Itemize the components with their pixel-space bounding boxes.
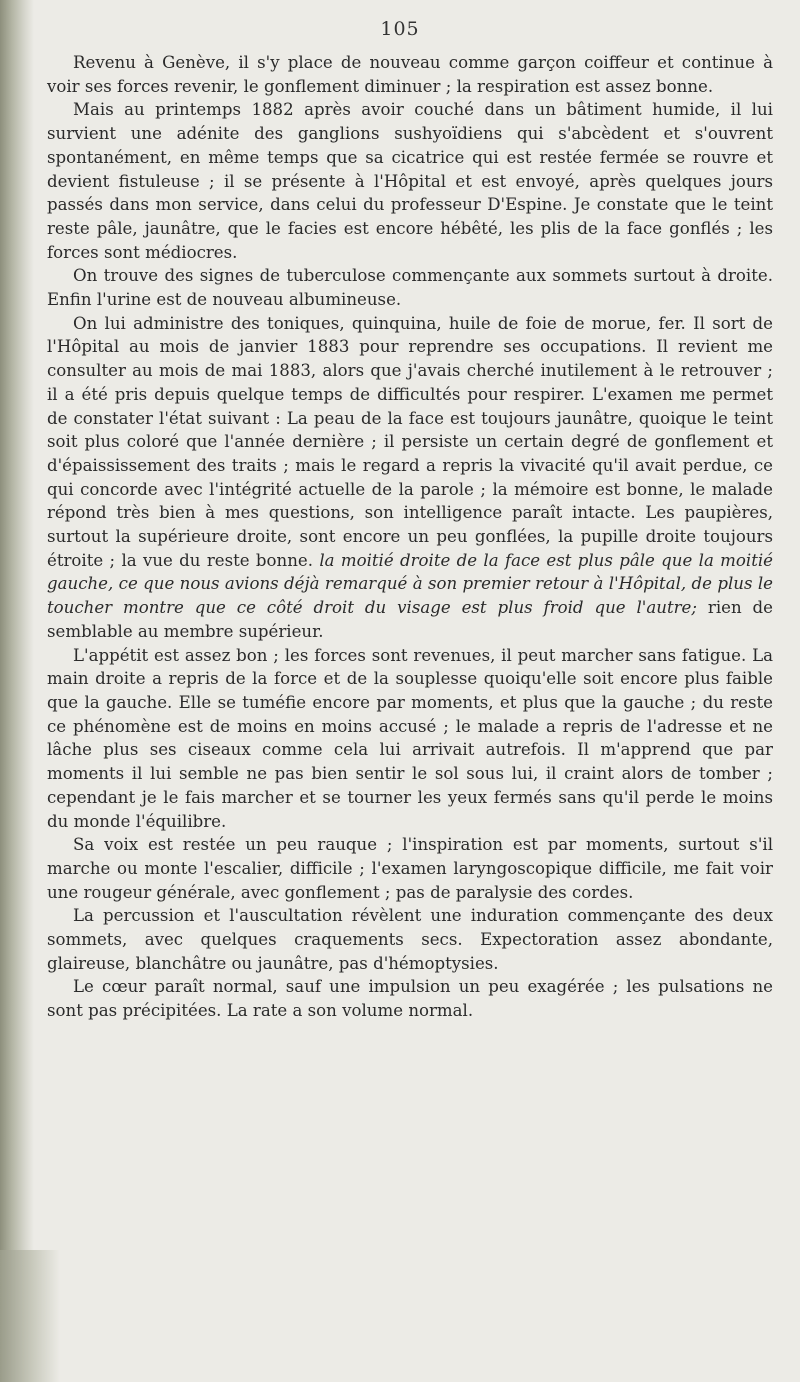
paragraph-6 [47,833,773,904]
paragraph-5 [47,644,773,834]
page-number: 105 [380,18,420,40]
paragraph-text: Mais au printemps 1882 après avoir couché dans un bâtiment humide, il lui survient une adénite des ganglions sushyoïdiens qui s'abcèdent et s'ouvrent spontanément, en même temps que sa cicatrice qui est restée fermée se rouvre et devient fistuleuse ; il se présente à l'Hôpital et est envoyé, après quelques jours passés dans mon service, dans celui du professeur D'Espine. Je constate que le teint reste pâle, jaunâtre, que le facies est encore hébêté, les plis de la face gonflés ; les forces sont médiocres. [47,100,773,262]
page-binding-shadow [0,0,34,1382]
paragraph-text: Sa voix est restée un peu rauque ; l'inspiration est par moments, surtout s'il marche ou monte l'escalier, difficile ; l'examen laryngoscopique difficile, me fait voir une rougeur générale, avec gonflement ; pas de paralysie des cordes. [47,835,773,902]
paragraph-1 [47,51,773,98]
paragraph-text: On lui administre des toniques, quinquina, huile de foie de morue, fer. Il sort de l'Hôpital au mois de janvier 1883 pour reprendre ses occupations. Il revient me consulter au mois de mai 1883, alors que j'avais cherché inutilement à le retrouver ; il a été pris depuis quelque temps de difficultés pour respirer. L'examen me permet de constater l'état suivant : La peau de la face est toujours jaunâtre, quoique le teint soit plus coloré que l'année dernière ; il persiste un certain degré de gonflement et d'épaississement des traits ; mais le regard a repris la vivacité qu'il avait perdue, ce qui concorde avec l'intégrité actuelle de la parole ; la mémoire est bonne, le malade répond très bien à mes questions, son intelligence paraît intacte. Les paupières, surtout la supérieure droite, sont encore un peu gonflées, la pupille droite toujours étroite ; la vue du reste bonne. [47,313,773,570]
paragraph-text: Revenu à Genève, il s'y place de nouveau comme garçon coiffeur et continue à voir ses forces revenir, le gonflement diminuer ; la respiration est assez bonne. [47,53,773,96]
paragraph-2 [47,98,773,264]
paragraph-text: Le cœur paraît normal, sauf une impulsion un peu exagérée ; les pulsations ne sont pas précipitées. La rate a son volume normal. [47,977,773,1021]
page-corner-shadow [0,1250,60,1382]
body-text [47,51,773,1023]
paragraph-text-after: rien de semblable au membre supérieur. [47,598,773,641]
paragraph-text: On trouve des signes de tuberculose commençante aux sommets surtout à droite. Enfin l'urine est de nouveau albumineuse. [47,266,773,310]
paragraph-text: L'appétit est assez bon ; les forces sont revenues, il peut marcher sans fatigue. La main droite a repris de la force et de la souplesse quoiqu'elle soit encore plus faible que la gauche. Elle se tuméfie encore par moments, et plus que la gauche ; du reste ce phénomène est de moins en moins accusé ; le malade a repris de l'adresse et ne lâche plus ses ciseaux comme cela lui arrivait autrefois. Il m'apprend que par moments il lui semble ne pas bien sentir le sol sous lui, il craint alors de tomber ; cependant je le fais marcher et se tourner les yeux fermés sans qu'il perde le moins du monde l'équilibre. [47,645,773,831]
paragraph-3 [47,264,773,311]
paragraph-7 [47,904,773,975]
paragraph-text: La percussion et l'auscultation révèlent une induration commençante des deux sommets, avec quelques craquements secs. Expectoration assez abondante, glaireuse, blanchâtre ou jaunâtre, pas d'hémoptysies. [47,906,773,973]
paragraph-4 [47,312,773,644]
italic-emphasis: la moitié droite de la face est plus pâle que la moitié gauche, ce que nous avions déjà remarqué à son premier retour à l'Hôpital, de plus le toucher montre que ce côté droit du visage est plus froid que l'autre; [47,550,773,618]
paragraph-8 [47,975,773,1022]
